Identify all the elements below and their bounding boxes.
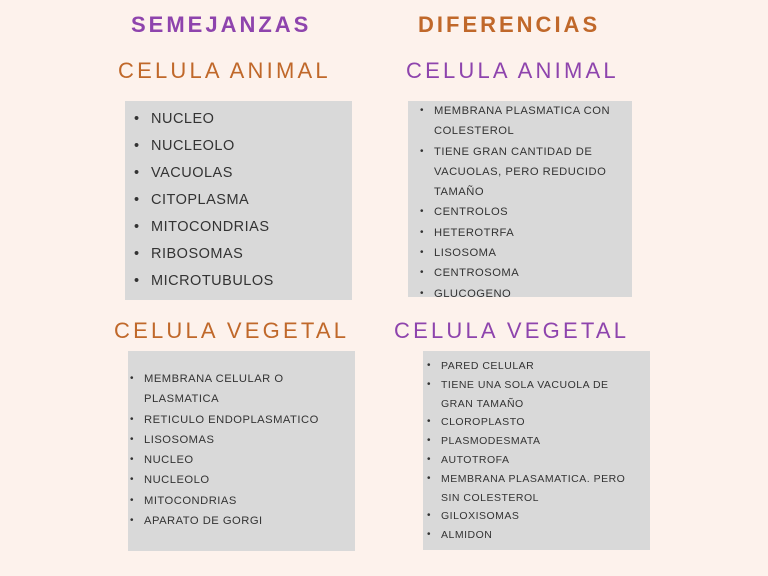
list-item: • HETEROTRFA <box>434 223 622 243</box>
list-item: • RIBOSOMAS <box>151 241 352 268</box>
list-item: • ALMIDON <box>441 526 638 545</box>
list-item: • AUTOTROFA <box>441 451 638 470</box>
list-item: • MEMBRANA PLASAMATICA. PERO SIN COLESTEROL <box>441 470 638 508</box>
diferencias-animal-box <box>408 101 632 297</box>
list-item: • CENTROSOMA <box>434 263 622 283</box>
diferencias-animal-list <box>408 101 622 297</box>
diferencias-vegetal-list <box>423 357 638 545</box>
semejanzas-animal-title: CELULA ANIMAL <box>118 58 331 83</box>
diferencias-animal-title: CELULA ANIMAL <box>406 58 619 83</box>
list-item: • VACUOLAS <box>151 160 352 187</box>
diferencias-vegetal-title: CELULA VEGETAL <box>394 318 630 343</box>
list-item: • LISOSOMA <box>434 243 622 263</box>
semejanzas-animal-box <box>125 101 352 300</box>
semejanzas-vegetal-list <box>128 369 345 531</box>
list-item: • TIENE UNA SOLA VACUOLA DE GRAN TAMAÑO <box>441 376 638 414</box>
list-item: • TIENE GRAN CANTIDAD DE VACUOLAS, PERO REDUCIDO TAMAÑO <box>434 142 622 203</box>
list-item: • MEMBRANA PLASMATICA CON COLESTEROL <box>434 101 622 142</box>
list-item: • LISOSOMAS <box>144 430 345 450</box>
diferencias-heading: DIFERENCIAS <box>418 12 601 37</box>
semejanzas-heading: SEMEJANZAS <box>131 12 312 37</box>
list-item: • MITOCONDRIAS <box>151 214 352 241</box>
list-item: • CITOPLASMA <box>151 187 352 214</box>
list-item: • MITOCONDRIAS <box>144 491 345 511</box>
list-item: • NUCLEOLO <box>151 133 352 160</box>
list-item: • NUCLEO <box>144 450 345 470</box>
list-item: • CLOROPLASTO <box>441 413 638 432</box>
semejanzas-animal-list <box>125 106 352 295</box>
list-item: • NUCLEOLO <box>144 470 345 490</box>
list-item: • GILOXISOMAS <box>441 507 638 526</box>
list-item: • PLASMODESMATA <box>441 432 638 451</box>
list-item: • RETICULO ENDOPLASMATICO <box>144 410 345 430</box>
list-item: • MEMBRANA CELULAR O PLASMATICA <box>144 369 345 410</box>
list-item: • NUCLEO <box>151 106 352 133</box>
list-item: • CENTROLOS <box>434 202 622 222</box>
list-item: • MICROTUBULOS <box>151 268 352 295</box>
diferencias-vegetal-box <box>423 351 650 550</box>
list-item: • GLUCOGENO <box>434 284 622 297</box>
list-item: • PARED CELULAR <box>441 357 638 376</box>
semejanzas-vegetal-box <box>128 351 355 551</box>
list-item: • APARATO DE GORGI <box>144 511 345 531</box>
semejanzas-vegetal-title: CELULA VEGETAL <box>114 318 350 343</box>
